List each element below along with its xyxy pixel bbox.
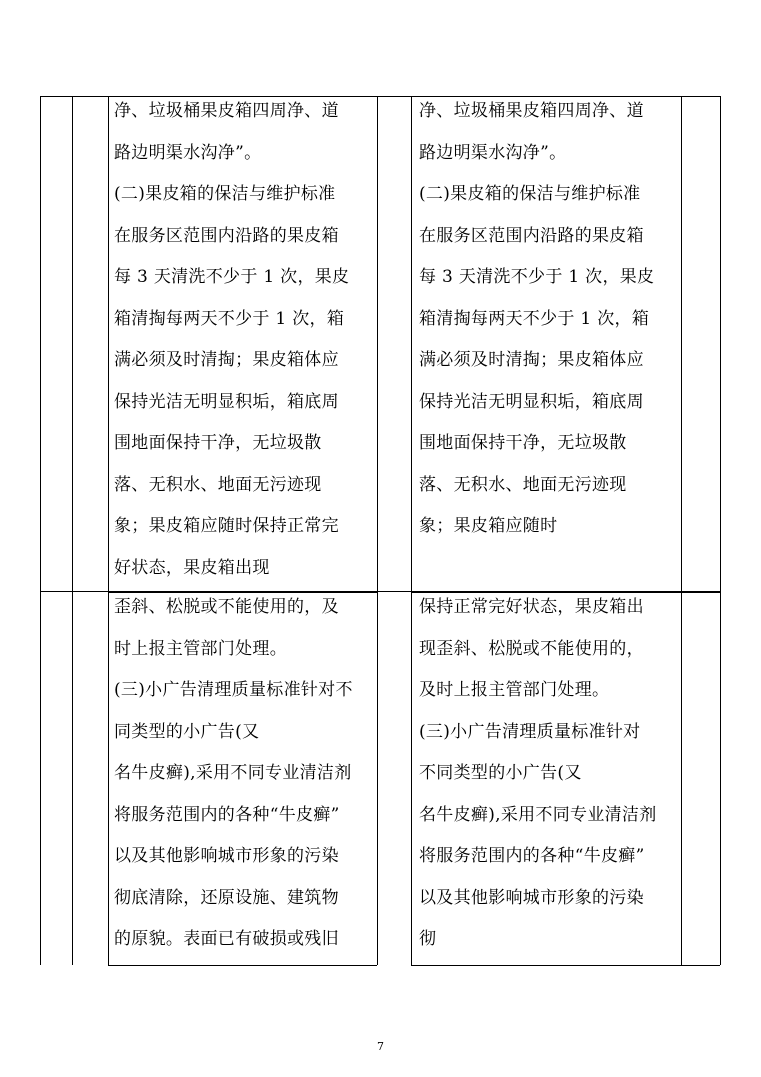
text-line: 净、垃圾桶果皮箱四周净、道 bbox=[114, 101, 339, 121]
text-line: 每 3 天清洗不少于 1 次，果皮 bbox=[419, 267, 655, 287]
text-line: 落、无积水、地面无污迹现 bbox=[419, 474, 627, 495]
text-line: 在服务区范围内沿路的果皮箱 bbox=[419, 225, 644, 246]
text-line: 彻 bbox=[419, 929, 437, 949]
text-line: (三)小广告清理质量标准针对 bbox=[419, 721, 641, 742]
text-line: 名牛皮癣),采用不同专业清洁剂 bbox=[419, 804, 657, 825]
top-right-text-cell bbox=[419, 101, 681, 558]
bottom-col-divider-1 bbox=[40, 592, 41, 965]
top-col-divider-5 bbox=[411, 96, 412, 591]
text-line: 以及其他影响城市形象的污染 bbox=[114, 846, 339, 866]
bottom-right-top-border bbox=[411, 592, 720, 593]
text-line: 现歪斜、松脱或不能使用的， bbox=[419, 638, 644, 659]
text-line: (二)果皮箱的保洁与维护标准 bbox=[419, 184, 641, 204]
bottom-right-text-cell bbox=[419, 597, 681, 971]
text-line: 象；果皮箱应随时保持正常完 bbox=[114, 516, 339, 536]
text-line: 时上报主管部门处理。 bbox=[114, 638, 287, 659]
top-left-text-cell bbox=[114, 101, 376, 599]
bottom-col-divider-5 bbox=[411, 592, 412, 965]
top-col-divider-7 bbox=[720, 96, 721, 591]
text-line: 围地面保持干净，无垃圾散 bbox=[114, 433, 322, 453]
text-line: 将服务范围内的各种“牛皮癣” bbox=[114, 804, 340, 825]
text-line: 路边明渠水沟净”。 bbox=[419, 142, 567, 163]
text-line: 保持光洁无明显积垢，箱底周 bbox=[419, 391, 644, 412]
top-col-divider-6 bbox=[681, 96, 682, 591]
top-table-top-border bbox=[40, 96, 721, 97]
text-line: 以及其他影响城市形象的污染 bbox=[419, 887, 644, 908]
bottom-left-top-border bbox=[108, 592, 377, 593]
text-line: 满必须及时清掏；果皮箱体应 bbox=[114, 350, 339, 370]
text-line: 不同类型的小广告(又 bbox=[419, 763, 582, 783]
bottom-col-divider-4 bbox=[377, 592, 378, 965]
text-line: 保持正常完好状态，果皮箱出 bbox=[419, 597, 644, 617]
text-line: 的原貌。表面已有破损或残旧 bbox=[114, 929, 339, 949]
text-line: 满必须及时清掏；果皮箱体应 bbox=[419, 350, 644, 370]
text-line: (三)小广告清理质量标准针对不 bbox=[114, 680, 353, 700]
text-line: 箱清掏每两天不少于 1 次，箱 bbox=[419, 308, 650, 329]
text-line: 箱清掏每两天不少于 1 次，箱 bbox=[114, 308, 345, 329]
text-line: (二)果皮箱的保洁与维护标准 bbox=[114, 184, 336, 204]
text-line: 围地面保持干净，无垃圾散 bbox=[419, 433, 627, 453]
bottom-col-divider-3 bbox=[108, 592, 109, 965]
text-line: 路边明渠水沟净”。 bbox=[114, 142, 262, 163]
text-line: 及时上报主管部门处理。 bbox=[419, 680, 610, 700]
text-line: 在服务区范围内沿路的果皮箱 bbox=[114, 225, 339, 246]
top-col-divider-3 bbox=[108, 96, 109, 591]
text-line: 落、无积水、地面无污迹现 bbox=[114, 474, 322, 495]
text-line: 同类型的小广告(又 bbox=[114, 721, 260, 742]
text-line: 净、垃圾桶果皮箱四周净、道 bbox=[419, 101, 644, 121]
text-line: 名牛皮癣),采用不同专业清洁剂 bbox=[114, 763, 352, 783]
text-line: 保持光洁无明显积垢，箱底周 bbox=[114, 391, 339, 412]
bottom-col-divider-7 bbox=[720, 592, 721, 965]
text-line: 歪斜、松脱或不能使用的，及 bbox=[114, 597, 339, 617]
bottom-col-divider-6 bbox=[681, 592, 682, 965]
top-col-divider-2 bbox=[72, 96, 73, 591]
text-line: 将服务范围内的各种“牛皮癣” bbox=[419, 846, 645, 866]
text-line: 象；果皮箱应随时 bbox=[419, 516, 558, 536]
top-col-divider-4 bbox=[377, 96, 378, 591]
bottom-col-divider-2 bbox=[72, 592, 73, 965]
text-line: 每 3 天清洗不少于 1 次，果皮 bbox=[114, 267, 350, 287]
text-line: 彻底清除，还原设施、建筑物 bbox=[114, 887, 339, 908]
page-number: 7 bbox=[377, 1040, 384, 1053]
text-line: 好状态，果皮箱出现 bbox=[114, 557, 270, 578]
bottom-left-text-cell bbox=[114, 597, 376, 971]
top-col-divider-1 bbox=[40, 96, 41, 591]
